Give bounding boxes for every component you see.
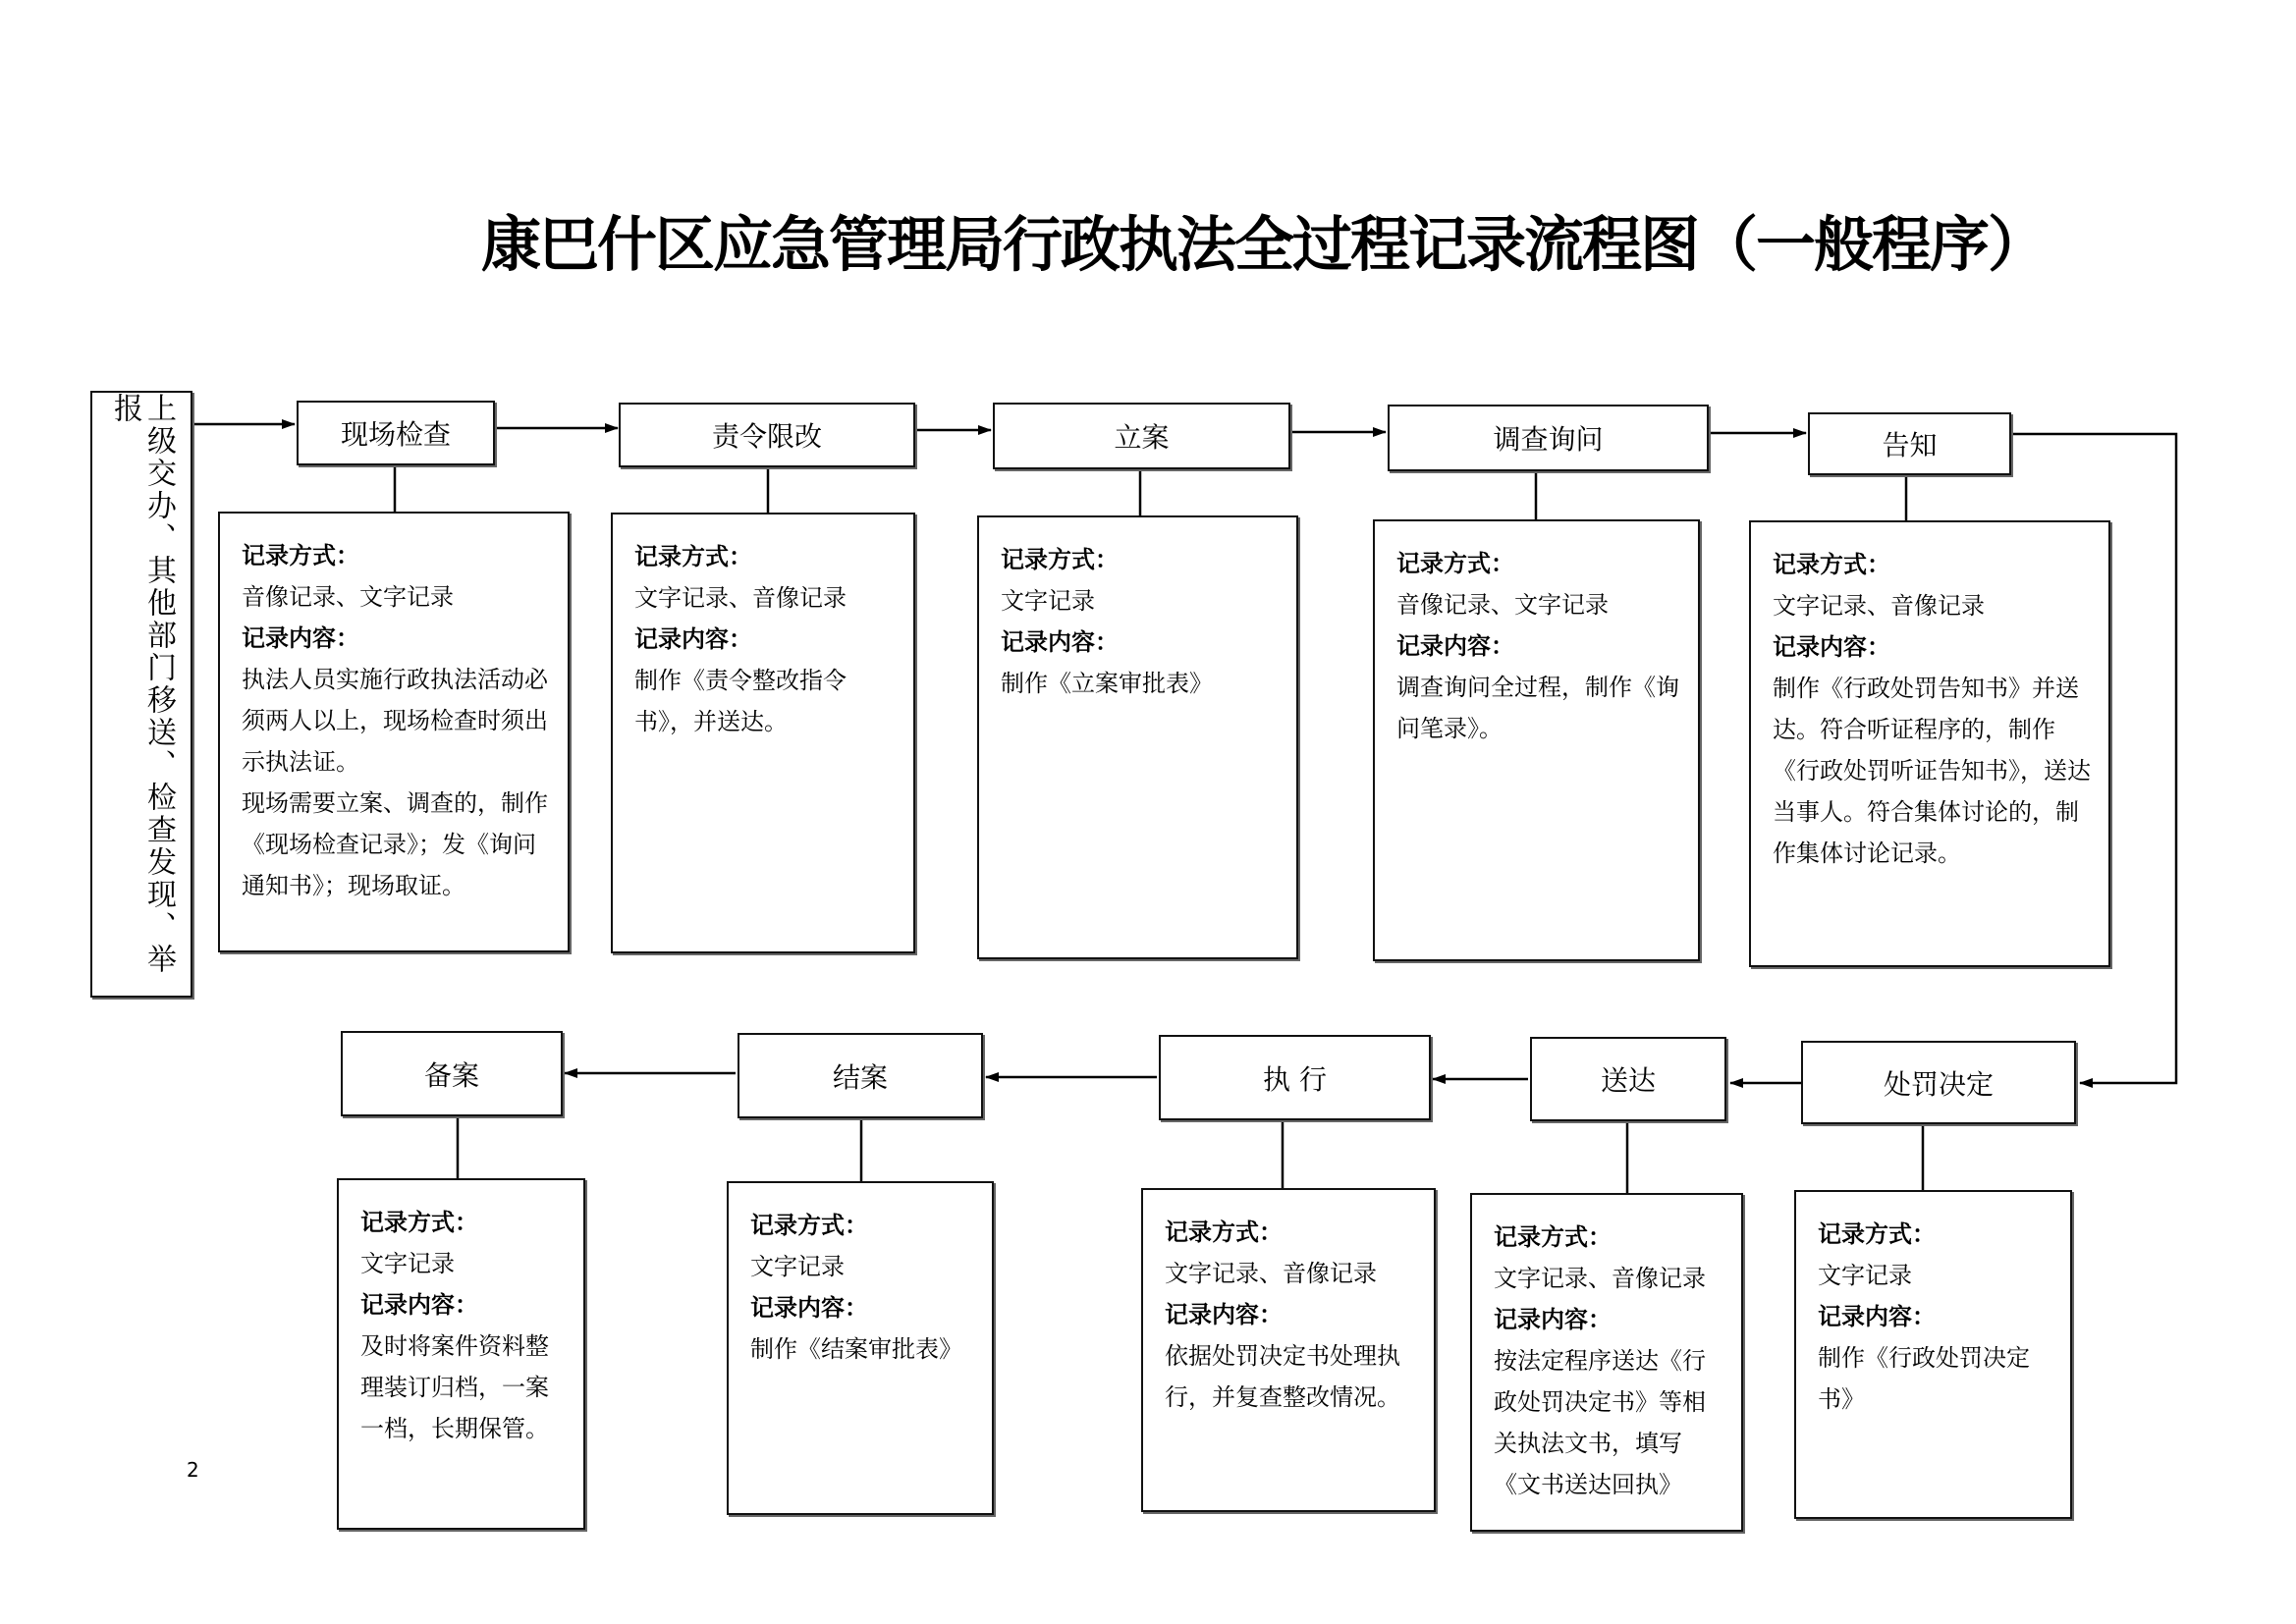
record-content-label: 记录内容：: [1494, 1305, 1612, 1333]
step-box-5: [1808, 412, 2011, 475]
step-box-2: [619, 403, 915, 467]
record-method: 文字记录、音像记录: [1773, 592, 1985, 620]
record-content: 制作《结案审批表》: [750, 1335, 962, 1363]
step-box-4: [1388, 405, 1709, 471]
record-method-label: 记录方式：: [1001, 545, 1119, 573]
record-method-label: 记录方式：: [1494, 1222, 1612, 1251]
record-method: 文字记录、音像记录: [1494, 1265, 1706, 1292]
record-box-4: [1373, 519, 1700, 961]
step-name: 调查询问: [1493, 423, 1604, 456]
record-method-label: 记录方式：: [634, 542, 752, 570]
record-content: 依据处罚决定书处理执行，并复查整改情况。: [1165, 1342, 1400, 1411]
record-content: 及时将案件资料整理装订归档，一案一档，长期保管。: [360, 1332, 549, 1442]
record-content: 按法定程序送达《行政处罚决定书》等相关执法文书，填写《文书送达回执》: [1494, 1347, 1706, 1498]
record-box-6: [1794, 1190, 2072, 1519]
record-content-label: 记录内容：: [1001, 627, 1119, 656]
record-method: 音像记录、文字记录: [242, 583, 454, 611]
record-method-label: 记录方式：: [1773, 550, 1890, 578]
record-content-label: 记录内容：: [242, 623, 359, 652]
page-number: 2: [187, 1458, 199, 1482]
source-label: 上级交办、其他部门移送、检查发现、举报: [108, 393, 176, 976]
record-method: 文字记录: [1818, 1262, 1912, 1289]
step-name: 责令限改: [711, 420, 822, 453]
record-content-label: 记录内容：: [1396, 631, 1514, 660]
record-content-label: 记录内容：: [1165, 1300, 1283, 1328]
record-content: 制作《立案审批表》: [1001, 670, 1213, 697]
record-content: 执法人员实施行政执法活动必须两人以上，现场检查时须出示执法证。: [242, 666, 548, 776]
record-method: 音像记录、文字记录: [1396, 591, 1609, 619]
record-box-7: [1470, 1193, 1743, 1532]
record-box-3: [977, 515, 1298, 959]
record-method-label: 记录方式：: [1818, 1219, 1936, 1248]
step-box-1: [297, 401, 495, 465]
record-method: 文字记录、音像记录: [1165, 1260, 1377, 1287]
record-content: 现场需要立案、调查的，制作《现场检查记录》；发《询问通知书》；现场取证。: [242, 789, 548, 899]
record-content: 制作《责令整改指令书》，并送达。: [634, 667, 847, 735]
record-method-label: 记录方式：: [1165, 1218, 1283, 1246]
record-method-label: 记录方式：: [242, 541, 359, 569]
record-content-label: 记录内容：: [1818, 1302, 1936, 1330]
source-box: [90, 391, 192, 998]
step-box-9: [738, 1033, 983, 1118]
record-method: 文字记录: [1001, 587, 1095, 615]
step-name: 结案: [832, 1060, 888, 1094]
record-content: 调查询问全过程，制作《询问笔录》。: [1396, 674, 1679, 742]
record-content-label: 记录内容：: [750, 1293, 868, 1322]
step-name: 处罚决定: [1883, 1067, 1994, 1101]
step-box-8: [1159, 1035, 1431, 1120]
record-method: 文字记录: [360, 1250, 455, 1277]
record-method: 文字记录: [750, 1253, 845, 1280]
step-name: 执 行: [1263, 1062, 1327, 1096]
record-box-9: [727, 1181, 994, 1515]
record-method: 文字记录、音像记录: [634, 584, 847, 612]
record-method-label: 记录方式：: [360, 1208, 478, 1236]
record-method-label: 记录方式：: [750, 1211, 868, 1239]
step-box-7: [1530, 1037, 1726, 1121]
record-method-label: 记录方式：: [1396, 549, 1514, 577]
record-box-2: [611, 513, 915, 953]
step-box-6: [1801, 1041, 2076, 1124]
record-content-label: 记录内容：: [1773, 632, 1890, 661]
step-name: 现场检查: [340, 418, 451, 451]
record-box-5: [1749, 520, 2110, 967]
page-title: 康巴什区应急管理局行政执法全过程记录流程图（一般程序）: [481, 210, 2047, 280]
record-content-label: 记录内容：: [360, 1290, 478, 1319]
step-name: 立案: [1114, 421, 1170, 454]
record-content-label: 记录内容：: [634, 624, 752, 653]
step-name: 备案: [423, 1058, 479, 1092]
record-box-10: [337, 1178, 585, 1530]
record-box-8: [1141, 1188, 1436, 1512]
step-box-10: [341, 1031, 563, 1116]
record-content: 制作《行政处罚决定书》: [1818, 1344, 2030, 1413]
record-content: 制作《行政处罚告知书》并送达。符合听证程序的，制作《行政处罚听证告知书》，送达当事人。符合集体讨论的，制作集体讨论记录。: [1773, 675, 2091, 867]
step-name: 告知: [1882, 429, 1938, 461]
step-name: 送达: [1600, 1064, 1656, 1097]
record-box-1: [218, 512, 570, 952]
step-box-3: [993, 403, 1290, 469]
